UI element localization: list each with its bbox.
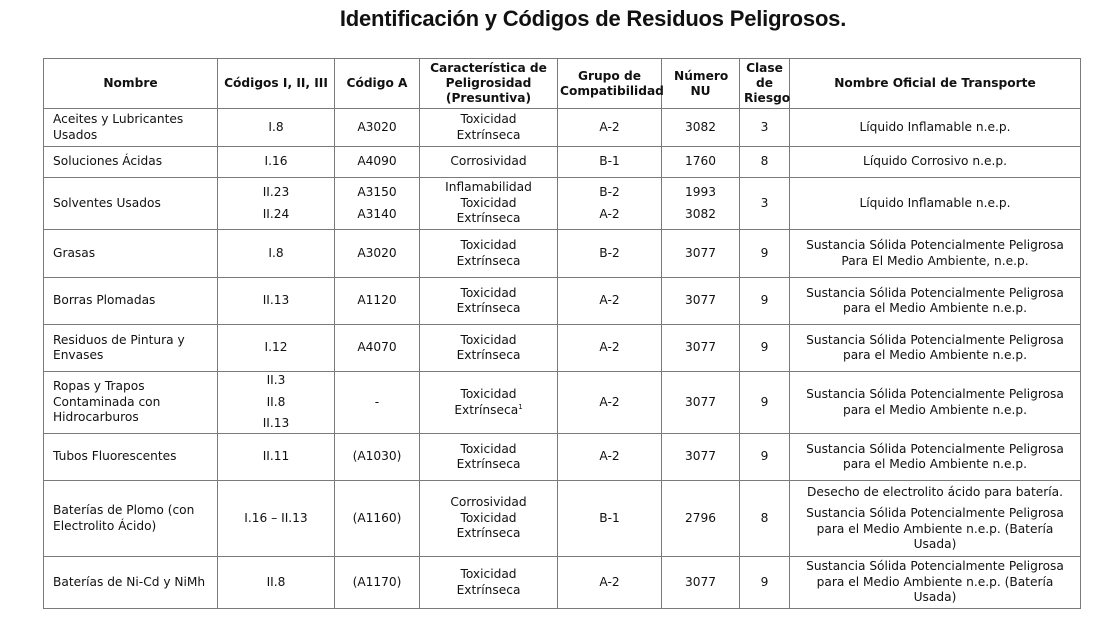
footnote-marker: 1 bbox=[518, 402, 523, 411]
cell-grupo bbox=[558, 178, 662, 230]
cell-nombre: Grasas bbox=[44, 230, 218, 278]
codigos-value: II.23 bbox=[262, 184, 290, 199]
cell-codigo-a bbox=[335, 325, 420, 372]
codigos-value: II.24 bbox=[262, 207, 290, 221]
grupo-value: A-2 bbox=[599, 340, 620, 355]
cell-codigos bbox=[218, 372, 335, 434]
cell-clase: 9 bbox=[740, 325, 790, 372]
header-codigo-a: Código A bbox=[335, 59, 420, 109]
transporte-value: Sustancia Sólida Potencialmente Peligrosa Para El Medio Ambiente, n.e.p. bbox=[806, 238, 1064, 268]
cell-numero bbox=[662, 178, 740, 230]
codigo-a-value: A4090 bbox=[357, 154, 397, 169]
caracteristica-value: Toxicidad bbox=[460, 332, 517, 347]
cell-numero bbox=[662, 434, 740, 481]
hazardous-waste-table bbox=[43, 58, 1081, 609]
cell-grupo bbox=[558, 278, 662, 325]
cell-numero bbox=[662, 278, 740, 325]
transporte-value: Sustancia Sólida Potencialmente Peligrosa para el Medio Ambiente n.e.p. (Batería Usada) bbox=[806, 506, 1064, 551]
cell-clase: 9 bbox=[740, 372, 790, 434]
cell-clase: 9 bbox=[740, 557, 790, 609]
cell-clase: 9 bbox=[740, 434, 790, 481]
header-nombre: Nombre bbox=[44, 59, 218, 109]
codigo-a-value: A1120 bbox=[357, 293, 397, 308]
header-numero: Número NU bbox=[662, 59, 740, 109]
codigos-value: II.3 bbox=[266, 373, 286, 388]
caracteristica-value: Toxicidad bbox=[460, 387, 517, 401]
caracteristica-value: Toxicidad bbox=[460, 567, 517, 581]
table-row bbox=[44, 434, 1081, 481]
codigos-value: II.13 bbox=[262, 293, 290, 308]
numero-value: 3077 bbox=[684, 340, 717, 355]
cell-numero bbox=[662, 372, 740, 434]
cell-clase: 9 bbox=[740, 278, 790, 325]
numero-value: 3077 bbox=[684, 245, 717, 260]
cell-numero bbox=[662, 481, 740, 557]
table-row bbox=[44, 278, 1081, 325]
codigo-a-value: - bbox=[374, 394, 380, 409]
cell-transporte bbox=[790, 557, 1081, 609]
caracteristica-value: Extrínseca$^1$ bbox=[454, 402, 523, 417]
page-title: Identificación y Códigos de Residuos Peligrosos. bbox=[339, 6, 847, 31]
transporte-value: Sustancia Sólida Potencialmente Peligrosa para el Medio Ambiente n.e.p. bbox=[806, 332, 1064, 362]
codigo-a-value: A3020 bbox=[357, 119, 397, 134]
caracteristica-value: Toxicidad bbox=[460, 510, 517, 525]
table-row bbox=[44, 230, 1081, 278]
caracteristica-value: Extrínseca bbox=[456, 253, 521, 268]
cell-codigos bbox=[218, 325, 335, 372]
codigo-a-value: A3150 bbox=[357, 184, 397, 199]
numero-value: 1760 bbox=[684, 154, 717, 169]
cell-nombre: Ropas y Trapos Contaminada con Hidrocarburos bbox=[44, 372, 218, 434]
codigos-value: I.8 bbox=[268, 245, 284, 260]
cell-codigos bbox=[218, 230, 335, 278]
cell-caracteristica bbox=[420, 481, 558, 557]
codigos-value: I.16 – II.13 bbox=[244, 510, 308, 525]
cell-codigos bbox=[218, 434, 335, 481]
cell-caracteristica bbox=[420, 178, 558, 230]
cell-nombre: Baterías de Ni-Cd y NiMh bbox=[44, 557, 218, 609]
caracteristica-value: Corrosividad bbox=[450, 154, 527, 169]
grupo-value: A-2 bbox=[599, 394, 620, 409]
cell-caracteristica bbox=[420, 109, 558, 147]
codigos-value: I.12 bbox=[264, 340, 288, 355]
table-header-row bbox=[44, 59, 1081, 109]
cell-codigos bbox=[218, 147, 335, 178]
cell-transporte bbox=[790, 434, 1081, 481]
transporte-value: Líquido Inflamable n.e.p. bbox=[859, 119, 1011, 134]
cell-grupo bbox=[558, 434, 662, 481]
cell-codigos bbox=[218, 481, 335, 557]
cell-caracteristica bbox=[420, 372, 558, 434]
cell-nombre: Residuos de Pintura y Envases bbox=[44, 325, 218, 372]
cell-transporte bbox=[790, 481, 1081, 557]
cell-grupo bbox=[558, 372, 662, 434]
cell-caracteristica bbox=[420, 230, 558, 278]
header-codigos: Códigos I, II, III bbox=[218, 59, 335, 109]
caracteristica-value: Extrínseca bbox=[456, 526, 521, 541]
numero-value: 3077 bbox=[684, 293, 717, 308]
codigos-value: II.11 bbox=[262, 449, 290, 464]
transporte-value: Sustancia Sólida Potencialmente Peligrosa para el Medio Ambiente n.e.p. bbox=[806, 387, 1064, 417]
caracteristica-value: Extrínseca bbox=[456, 582, 521, 597]
codigo-a-value: A3020 bbox=[357, 245, 397, 260]
numero-value: 2796 bbox=[684, 510, 717, 525]
cell-caracteristica bbox=[420, 557, 558, 609]
cell-transporte bbox=[790, 147, 1081, 178]
caracteristica-value: Toxicidad bbox=[460, 112, 517, 126]
cell-numero bbox=[662, 325, 740, 372]
cell-clase: 8 bbox=[740, 147, 790, 178]
cell-transporte bbox=[790, 178, 1081, 230]
caracteristica-value: Corrosividad bbox=[450, 495, 527, 510]
cell-transporte bbox=[790, 278, 1081, 325]
cell-codigo-a bbox=[335, 481, 420, 557]
grupo-value: B-2 bbox=[599, 184, 620, 199]
cell-codigo-a bbox=[335, 147, 420, 178]
cell-codigo-a bbox=[335, 278, 420, 325]
cell-nombre: Aceites y Lubricantes Usados bbox=[44, 109, 218, 147]
caracteristica-value: Toxicidad bbox=[460, 441, 517, 456]
codigo-a-value: (A1170) bbox=[352, 574, 402, 589]
codigos-value: I.8 bbox=[268, 119, 284, 134]
cell-codigo-a bbox=[335, 109, 420, 147]
cell-grupo bbox=[558, 230, 662, 278]
table-row bbox=[44, 325, 1081, 372]
caracteristica-value: Toxicidad bbox=[460, 195, 517, 210]
cell-codigos bbox=[218, 178, 335, 230]
transporte-value: Líquido Corrosivo n.e.p. bbox=[863, 154, 1007, 169]
cell-codigos bbox=[218, 109, 335, 147]
codigos-value: I.16 bbox=[264, 154, 288, 169]
table-row bbox=[44, 557, 1081, 609]
codigos-value: II.8 bbox=[266, 394, 286, 409]
grupo-value: B-1 bbox=[599, 154, 620, 169]
cell-codigos bbox=[218, 278, 335, 325]
cell-clase: 3 bbox=[740, 178, 790, 230]
codigos-value: II.8 bbox=[266, 574, 286, 589]
cell-numero bbox=[662, 109, 740, 147]
codigo-a-value: A4070 bbox=[357, 340, 397, 355]
cell-grupo bbox=[558, 481, 662, 557]
header-caracteristica: Característica de Peligrosidad (Presuntiva) bbox=[420, 59, 558, 109]
cell-codigo-a bbox=[335, 557, 420, 609]
cell-caracteristica bbox=[420, 434, 558, 481]
cell-caracteristica bbox=[420, 325, 558, 372]
table-row bbox=[44, 178, 1081, 230]
codigo-a-value: (A1030) bbox=[352, 449, 402, 464]
numero-value: 3082 bbox=[684, 119, 717, 134]
numero-value: 3077 bbox=[684, 574, 717, 589]
header-transporte: Nombre Oficial de Transporte bbox=[790, 59, 1081, 109]
table-row bbox=[44, 481, 1081, 557]
transporte-value: Sustancia Sólida Potencialmente Peligrosa para el Medio Ambiente n.e.p. (Batería Usada) bbox=[806, 559, 1064, 605]
grupo-value: B-2 bbox=[599, 245, 620, 260]
numero-value: 3082 bbox=[684, 207, 717, 221]
cell-numero bbox=[662, 147, 740, 178]
cell-nombre: Soluciones Ácidas bbox=[44, 147, 218, 178]
transporte-value: Sustancia Sólida Potencialmente Peligrosa para el Medio Ambiente n.e.p. bbox=[806, 285, 1064, 315]
cell-numero bbox=[662, 230, 740, 278]
cell-nombre: Tubos Fluorescentes bbox=[44, 434, 218, 481]
cell-clase: 3 bbox=[740, 109, 790, 147]
cell-codigo-a bbox=[335, 372, 420, 434]
cell-caracteristica bbox=[420, 147, 558, 178]
cell-transporte bbox=[790, 372, 1081, 434]
numero-value: 3077 bbox=[684, 449, 717, 464]
caracteristica-value: Extrínseca bbox=[456, 211, 521, 226]
numero-value: 1993 bbox=[684, 184, 717, 199]
codigo-a-value: (A1160) bbox=[352, 510, 402, 525]
header-grupo: Grupo de Compatibilidad bbox=[558, 59, 662, 109]
table-body bbox=[44, 109, 1081, 609]
grupo-value: A-2 bbox=[599, 207, 620, 221]
cell-codigo-a bbox=[335, 230, 420, 278]
cell-grupo bbox=[558, 109, 662, 147]
caracteristica-value: Extrínseca bbox=[456, 127, 521, 142]
cell-numero bbox=[662, 557, 740, 609]
grupo-value: B-1 bbox=[599, 510, 620, 525]
caracteristica-value: Toxicidad bbox=[460, 285, 517, 300]
cell-nombre: Baterías de Plomo (con Electrolito Ácido) bbox=[44, 481, 218, 557]
cell-transporte bbox=[790, 230, 1081, 278]
cell-grupo bbox=[558, 147, 662, 178]
codigo-a-value: A3140 bbox=[357, 207, 397, 221]
caracteristica-value: Extrínseca bbox=[456, 301, 521, 315]
cell-codigo-a bbox=[335, 178, 420, 230]
cell-clase: 8 bbox=[740, 481, 790, 557]
grupo-value: A-2 bbox=[599, 574, 620, 589]
cell-codigo-a bbox=[335, 434, 420, 481]
caracteristica-value: Extrínseca bbox=[456, 457, 521, 471]
cell-nombre: Solventes Usados bbox=[44, 178, 218, 230]
transporte-value: Desecho de electrolito ácido para batería. bbox=[807, 484, 1063, 499]
cell-grupo bbox=[558, 557, 662, 609]
cell-transporte bbox=[790, 109, 1081, 147]
caracteristica-value: Extrínseca bbox=[456, 348, 521, 362]
transporte-value: Líquido Inflamable n.e.p. bbox=[859, 195, 1011, 210]
table-row bbox=[44, 372, 1081, 434]
cell-clase: 9 bbox=[740, 230, 790, 278]
cell-grupo bbox=[558, 325, 662, 372]
numero-value: 3077 bbox=[684, 394, 717, 409]
cell-nombre: Borras Plomadas bbox=[44, 278, 218, 325]
caracteristica-value: Inflamabilidad bbox=[445, 180, 532, 195]
grupo-value: A-2 bbox=[599, 119, 620, 134]
codigos-value: II.13 bbox=[262, 416, 290, 431]
grupo-value: A-2 bbox=[599, 293, 620, 308]
cell-caracteristica bbox=[420, 278, 558, 325]
grupo-value: A-2 bbox=[599, 449, 620, 464]
table-row bbox=[44, 147, 1081, 178]
table-row bbox=[44, 109, 1081, 147]
cell-codigos bbox=[218, 557, 335, 609]
caracteristica-value: Toxicidad bbox=[460, 238, 517, 252]
transporte-value: Sustancia Sólida Potencialmente Peligrosa para el Medio Ambiente n.e.p. bbox=[806, 441, 1064, 471]
cell-transporte bbox=[790, 325, 1081, 372]
header-clase: Clase de Riesgo bbox=[740, 59, 790, 109]
